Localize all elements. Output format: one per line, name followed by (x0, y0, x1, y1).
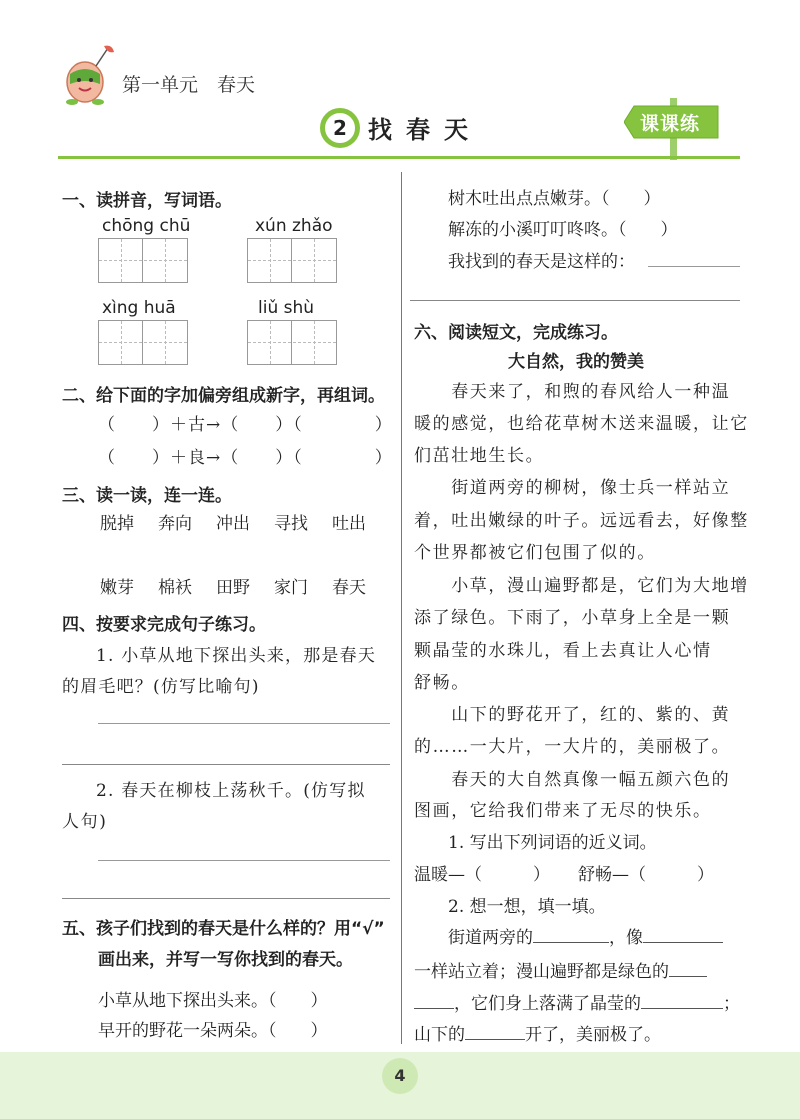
s4-q2-line1: 2. 春天在柳枝上荡秋千。(仿写拟 (96, 781, 366, 801)
section-1-title: 一、读拼音，写词语。 (62, 191, 232, 211)
answer-line-2[interactable] (98, 860, 390, 861)
match-top-4[interactable]: 寻找 (274, 514, 308, 534)
fill-line-4: 山下的 开了，美丽极了。 (414, 1025, 661, 1045)
lesson-number: 2 (320, 108, 360, 148)
passage-line-1: 春天来了，和煦的春风给人一种温 (414, 382, 731, 402)
match-top-3[interactable]: 冲出 (216, 514, 250, 534)
pinyin-1: chōng chū (102, 216, 191, 236)
match-bottom-2[interactable]: 棉袄 (158, 578, 192, 598)
page-number: 4 (382, 1058, 418, 1094)
radical-row-2[interactable]: （ ）＋良→（ ）（ ） (98, 448, 393, 468)
passage-line-2: 暖的感觉，也给花草树木送来温暖，让它 (414, 414, 749, 434)
writing-grid-2[interactable] (247, 238, 337, 283)
passage-line-14: 图画，它给我们带来了无尽的快乐。 (414, 801, 712, 821)
mascot-icon (52, 44, 118, 110)
s4-separator-2 (62, 898, 390, 899)
passage-line-5: 着，吐出嫩绿的叶子。远远看去，好像整 (414, 511, 749, 531)
match-bottom-5[interactable]: 春天 (332, 578, 366, 598)
badge-label: 课课练 (640, 113, 701, 135)
passage-line-4: 街道两旁的柳树，像士兵一样站立 (414, 478, 731, 498)
blank-6[interactable] (465, 1025, 525, 1040)
blank-5[interactable] (641, 994, 723, 1009)
s4-q1-line2: 的眉毛吧？(仿写比喻句) (62, 677, 260, 697)
s5-found-prompt: 我找到的春天是这样的： (448, 252, 635, 272)
s5-item-2[interactable]: 早开的野花一朵两朵。（ ） (98, 1021, 328, 1041)
writing-grid-3[interactable] (98, 320, 188, 365)
pinyin-2: xún zhǎo (255, 216, 333, 236)
passage-line-8: 添了绿色。下雨了，小草身上全是一颗 (414, 608, 731, 628)
fill-line-2: 一样站立着；漫山遍野都是绿色的 (414, 957, 707, 982)
answer-line-1[interactable] (98, 723, 390, 724)
pinyin-3: xìng huā (102, 298, 176, 318)
section-3-title: 三、读一读，连一连。 (62, 486, 232, 506)
s6-q1: 1. 写出下列词语的近义词。 (448, 833, 657, 853)
fill-line-3: ，它们身上落满了晶莹的 ； (414, 989, 740, 1014)
section-2-title: 二、给下面的字加偏旁组成新字，再组词。 (62, 386, 385, 406)
s4-q1-line1: 1. 小草从地下探出头来，那是春天 (96, 646, 377, 666)
unit-label: 第一单元 春天 (122, 74, 256, 96)
lesson-title: 找春天 (368, 116, 482, 144)
match-top-1[interactable]: 脱掉 (100, 514, 134, 534)
s4-q2-line2: 人句) (62, 812, 108, 832)
passage-title: 大自然，我的赞美 (508, 352, 644, 372)
passage-line-13: 春天的大自然真像一幅五颜六色的 (414, 770, 731, 790)
s6-separator (410, 300, 740, 301)
blank-1[interactable] (533, 928, 609, 943)
match-top-2[interactable]: 奔向 (158, 514, 192, 534)
s4-separator (62, 764, 390, 765)
pinyin-4: liǔ shù (258, 298, 315, 318)
blank-2[interactable] (643, 928, 723, 943)
fill-line-1: 街道两旁的 ，像 (448, 923, 723, 948)
writing-grid-4[interactable] (247, 320, 337, 365)
s5-item-1[interactable]: 小草从地下探出头来。（ ） (98, 991, 328, 1011)
passage-line-12: 的……一大片，一大片的，美丽极了。 (414, 737, 731, 757)
match-bottom-1[interactable]: 嫩芽 (100, 578, 134, 598)
passage-line-3: 们茁壮地生长。 (414, 446, 545, 466)
match-bottom-3[interactable]: 田野 (216, 578, 250, 598)
section-4-title: 四、按要求完成句子练习。 (62, 615, 266, 635)
passage-line-10: 舒畅。 (414, 673, 470, 693)
synonym-2[interactable]: 舒畅—（ ） (578, 865, 714, 885)
s5-item-4[interactable]: 解冻的小溪叮叮咚咚。（ ） (448, 220, 678, 240)
section-6-title: 六、阅读短文，完成练习。 (414, 323, 618, 343)
section-5-title-line2: 画出来，并写一写你找到的春天。 (98, 950, 353, 970)
blank-4[interactable] (414, 994, 454, 1009)
passage-line-11: 山下的野花开了，红的、紫的、黄 (414, 705, 731, 725)
s6-q2: 2. 想一想，填一填。 (448, 897, 606, 917)
synonym-1[interactable]: 温暖—（ ） (414, 865, 550, 885)
passage-line-9: 颗晶莹的水珠儿，看上去真让人心情 (414, 641, 712, 661)
match-bottom-4[interactable]: 家门 (274, 578, 308, 598)
s5-item-3[interactable]: 树木吐出点点嫩芽。（ ） (448, 189, 661, 209)
radical-row-1[interactable]: （ ）＋古→（ ）（ ） (98, 415, 393, 435)
writing-grid-1[interactable] (98, 238, 188, 283)
passage-line-7: 小草，漫山遍野都是，它们为大地增 (414, 576, 749, 596)
passage-line-6: 个世界都被它们包围了似的。 (414, 543, 656, 563)
section-5-title-line1: 五、孩子们找到的春天是什么样的？用“√” (62, 919, 385, 939)
found-answer-line[interactable] (648, 266, 740, 267)
header-divider (58, 156, 740, 159)
blank-3[interactable] (669, 962, 707, 977)
match-top-5[interactable]: 吐出 (332, 514, 366, 534)
column-divider (401, 172, 402, 1044)
